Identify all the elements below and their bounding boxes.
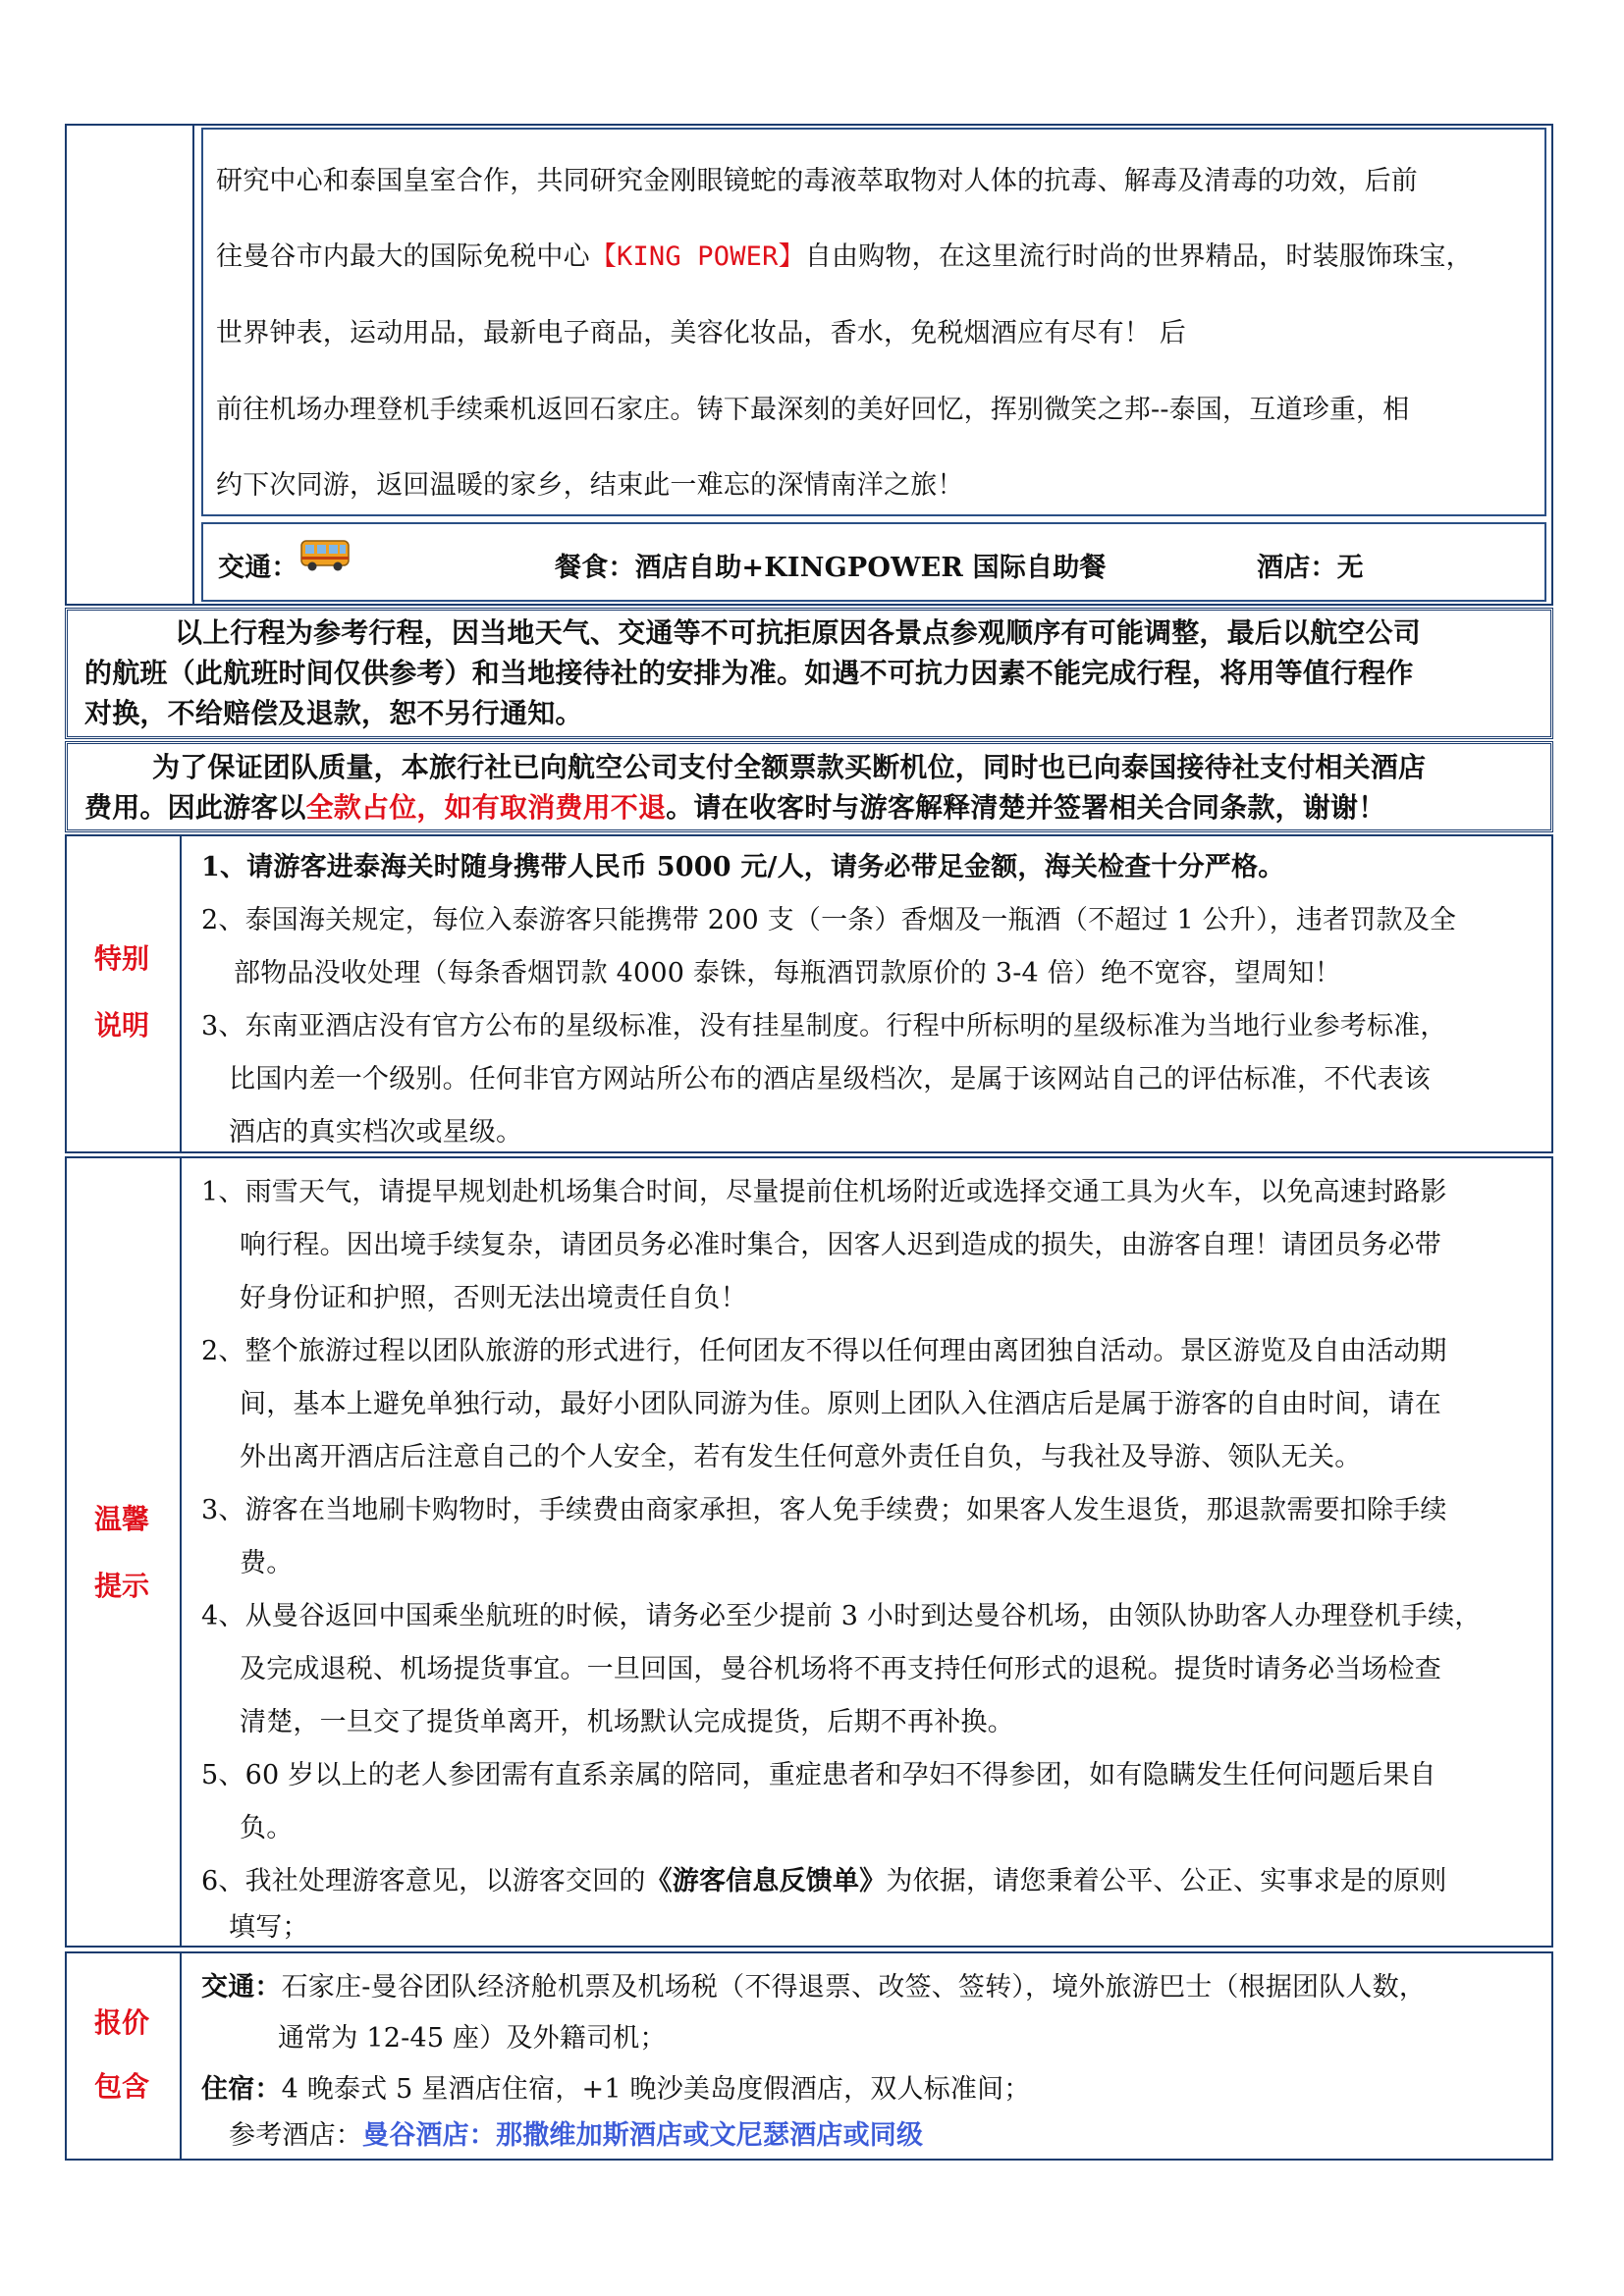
tips-line-3: 好身份证和护照，否则无法出境责任自负！ [240,1283,747,1313]
itinerary-left-cell [65,124,194,606]
price-hotel-line [201,2072,1031,2108]
special-line-1: 1、请游客进泰海关时随身携带人民币 5000 元/人，请务必带足金额，海关检查十分严格。 [201,852,1285,882]
notice2-line-2 [84,790,1385,826]
notice1-line-3: 对换，不给赔偿及退款，恕不另行通知。 [84,697,583,729]
itinerary-line-5: 约下次同游，返回温暖的家乡，结束此一难忘的深情南洋之旅！ [216,470,964,501]
tips-line-10: 及完成退税、机场提货事宜。一旦回国，曼谷机场将不再支持任何形式的退税。提货时请务必当场检查 [240,1654,1441,1684]
meal-row [555,551,1107,586]
hotel-label: 酒店： [1257,553,1337,583]
special-line-3: 部物品没收处理（每条香烟罚款 4000 泰铢，每瓶酒罚款原价的 3-4 倍）绝不宽容，望周知！ [234,958,1341,988]
itinerary-line-2 [216,240,1473,275]
meal-label: 餐食： [555,553,635,583]
bus-icon [299,538,351,571]
itinerary-line-2-tail: 自由购物，在这里流行时尚的世界精品，时装服饰珠宝， [804,241,1473,272]
price-transport-label: 交通： [201,1972,282,2002]
special-label-1: 特别 [93,942,149,975]
price-ref-label: 参考酒店： [229,2120,362,2151]
tips-line-1: 1、雨雪天气，请提早规划赴机场集合时间，尽量提前住机场附近或选择交通工具为火车，以免高速封路影 [201,1177,1447,1207]
price-includes-label-cell [65,1951,182,2161]
special-line-5: 比国内差一个级别。任何非官方网站所公布的酒店星级档次，是属于该网站自己的评估标准，不代表该 [229,1064,1431,1095]
itinerary-line-4: 前往机场办理登机手续乘机返回石家庄。铸下最深刻的美好回忆，挥别微笑之邦--泰国，互道珍重，相 [216,395,1410,425]
price-transport-value-1: 石家庄-曼谷团队经济舱机票及机场税（不得退票、改签、签转），境外旅游巴士（根据团队人数， [281,1972,1427,2002]
price-hotel-label: 住宿： [201,2074,282,2105]
itinerary-line-2-head: 往曼谷市内最大的国际免税中心 [216,241,590,272]
notice1-line-1: 以上行程为参考行程，因当地天气、交通等不可抗拒原因各景点参观顺序有可能调整，最后以航空公司 [175,616,1422,649]
notice1-line-2: 的航班（此航班时间仅供参考）和当地接待社的安排为准。如遇不可抗力因素不能完成行程，将用等值行程作 [84,657,1414,689]
price-label-2: 包含 [93,2070,149,2103]
notice2-line-2-a: 费用。因此游客以 [84,791,306,824]
tips-label-2: 提示 [93,1570,149,1602]
price-label-1: 报价 [93,2006,149,2039]
special-label-2: 说明 [93,1009,149,1041]
tips-line-15: 填写； [229,1912,309,1943]
tips-line-7: 3、游客在当地刷卡购物时，手续费由商家承担，客人免手续费；如果客人发生退货，那退款需要扣除手续 [201,1495,1447,1525]
special-notes-label-cell [65,834,182,1153]
special-line-2: 2、泰国海关规定，每位入泰游客只能携带 200 支（一条）香烟及一瓶酒（不超过 1 公升），违者罚款及全 [201,905,1457,935]
tips-line-14 [201,1864,1447,1899]
price-transport-line-1 [201,1970,1426,2005]
special-line-4: 3、东南亚酒店没有官方公布的星级标准，没有挂星制度。行程中所标明的星级标准为当地行业参考标准， [201,1011,1447,1041]
notice2-line-1: 为了保证团队质量，本旅行社已向航空公司支付全额票款买断机位，同时也已向泰国接待社支付相关酒店 [152,751,1427,783]
tips-line-6: 外出离开酒店后注意自己的个人安全，若有发生任何意外责任自负，与我社及导游、领队无关。 [240,1442,1362,1472]
feedback-form-title: 《游客信息反馈单》 [645,1866,887,1896]
hotel-value: 无 [1336,553,1364,583]
warm-tips-label-cell [65,1156,182,1948]
notice2-red-text: 全款占位，如有取消费用不退 [305,791,667,824]
tips-line-12: 5、60 岁以上的老人参团需有直系亲属的陪同，重症患者和孕妇不得参团，如有隐瞒发生任何问题后果自 [201,1760,1436,1790]
price-transport-line-2: 通常为 12-45 座）及外籍司机； [278,2023,667,2054]
price-ref-value: 曼谷酒店：那撒维加斯酒店或文尼瑟酒店或同级 [362,2120,924,2151]
itinerary-line-1: 研究中心和泰国皇室合作，共同研究金刚眼镜蛇的毒液萃取物对人体的抗毒、解毒及清毒的功效，后前 [216,166,1418,196]
tips-line-9: 4、从曼谷返回中国乘坐航班的时候，请务必至少提前 3 小时到达曼谷机场，由领队协助客人办理登机手续， [201,1601,1482,1631]
tips-line-14-b: 为依据，请您秉着公平、公正、实事求是的原则 [886,1866,1447,1896]
price-ref-hotel-line [229,2118,923,2154]
tips-line-11: 清楚，一旦交了提货单离开，机场默认完成提货，后期不再补换。 [240,1707,1014,1737]
tips-line-2: 响行程。因出境手续复杂，请团员务必准时集合，因客人迟到造成的损失，由游客自理！请团员务必带 [240,1230,1441,1260]
tips-line-4: 2、整个旅游过程以团队旅游的形式进行，任何团友不得以任何理由离团独自活动。景区游览及自由活动期 [201,1336,1447,1366]
tips-label-1: 温馨 [93,1503,149,1535]
itinerary-line-3: 世界钟表，运动用品，最新电子商品，美容化妆品，香水，免税烟酒应有尽有！ 后 [216,318,1186,348]
tips-line-13: 负。 [240,1813,294,1843]
transport-label: 交通： [218,553,298,583]
hotel-row [1257,551,1364,586]
tips-line-14-a: 6、我社处理游客意见，以游客交回的 [201,1866,646,1896]
king-power-brand: 【KING POWER】 [589,241,805,272]
meal-value: 酒店自助+KINGPOWER 国际自助餐 [634,553,1107,583]
price-hotel-value: 4 晚泰式 5 星酒店住宿，+1 晚沙美岛度假酒店，双人标准间； [281,2074,1031,2105]
special-line-6: 酒店的真实档次或星级。 [229,1117,523,1148]
notice2-line-2-b: 。请在收客时与游客解释清楚并签署相关合同条款，谢谢！ [666,791,1386,824]
tips-line-5: 间，基本上避免单独行动，最好小团队同游为佳。原则上团队入住酒店后是属于游客的自由时间，请在 [240,1389,1441,1419]
tips-line-8: 费。 [240,1548,294,1578]
